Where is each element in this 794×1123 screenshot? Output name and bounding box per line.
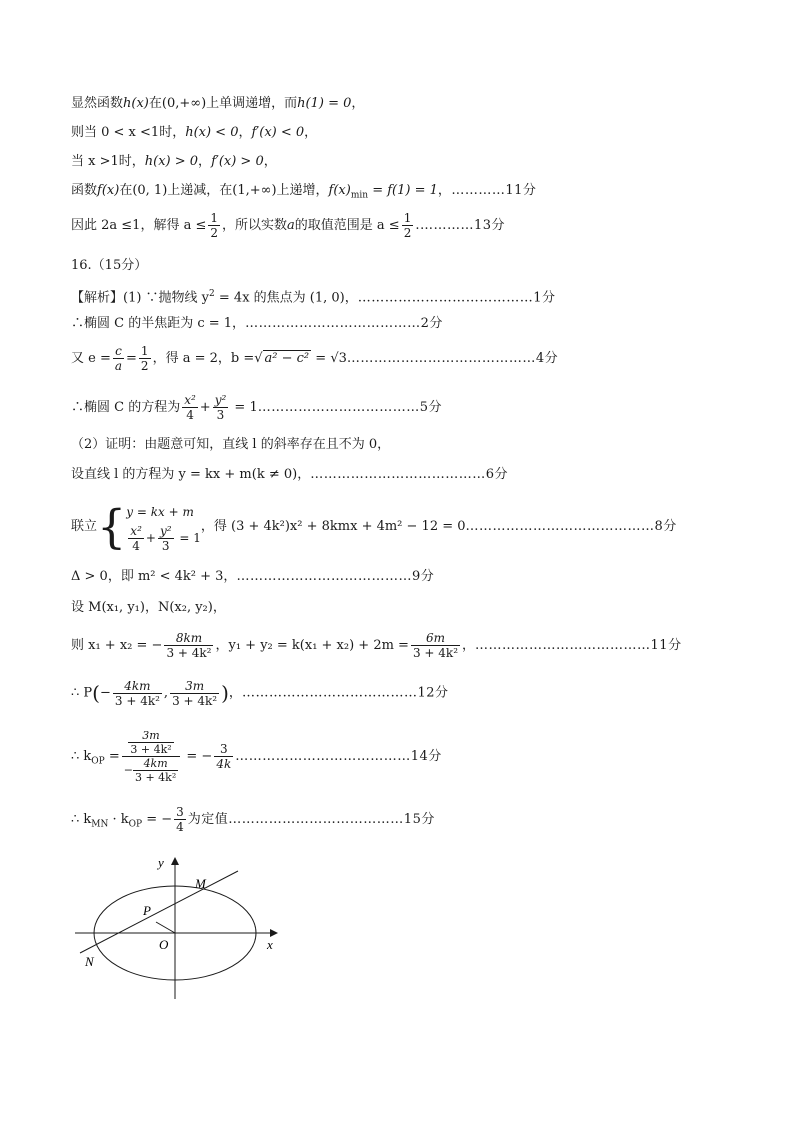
text-line-semi-focal-distance: ∴椭圆 C 的半焦距为 c = 1，…………………………………2分	[71, 316, 443, 331]
text-line-case-greater-than-one: 当 x >1时，h(x) > 0，f′(x) > 0，	[71, 154, 277, 169]
y-axis-label: y	[158, 855, 164, 870]
fraction: $\frac{c}{a}$	[114, 344, 123, 373]
point-n-label: N	[85, 954, 94, 969]
text-line-parabola-focus: 【解析】(1) ∵抛物线 $y^2 = 4x$ 的焦点为 (1, 0)，…………………………………1分	[71, 289, 556, 306]
point-p-label: P	[143, 903, 151, 918]
segment-op	[156, 922, 175, 933]
fraction: $\frac{\text{x²}}{4}$	[130, 524, 142, 553]
text-line-discriminant: Δ > 0，即 m² < 4k² + 3，…………………………………9分	[71, 569, 435, 584]
question-16-heading: 16.（15分）	[71, 258, 148, 273]
fraction: $\frac{1}{2}$	[140, 344, 149, 373]
text-line-slope-op: ∴ $k_{OP}$ = $\frac{3m}{\text{3 + 4k²}}$ − $\frac{4km}{\text{3 + 4k²}}$ = − $\frac{3}{4k}$ …………………………………14分	[71, 729, 442, 784]
origin-label: O	[159, 937, 169, 952]
fraction: $\frac{\text{y²}}{3}$	[159, 524, 172, 553]
text-line-ellipse-equation: ∴椭圆 C 的方程为 $\frac{\text{x²}}{4}$ + $\frac{\text{y²}}{3}$ = 1………………………………5分	[71, 393, 443, 422]
fraction: $\frac{3m}{\text{3 + 4k²}}$	[172, 678, 218, 708]
text-line-points: 设 M(x₁, y₁)，N(x₂, y₂)，	[71, 600, 226, 615]
fraction: $\frac{4km}{\text{3 + 4k²}}$	[114, 678, 160, 708]
ellipse-figure	[70, 853, 290, 1003]
text-line-vieta: 则 x₁ + x₂ = − $\frac{8km}{\text{3 + 4k²}}$ ，y₁ + y₂ = k(x₁ + x₂) + 2m = $\frac{6m}{\text{3 + 4k²}}$ ，…………………………………11分	[71, 631, 682, 660]
fraction: $\frac{3}{4k}$	[216, 742, 232, 771]
point-m-label: M	[195, 876, 206, 891]
text-line-min-value: 函数f(x)在(0, 1)上递减，在(1,+∞)上递增，$f(x)_{min} = f(1) = 1$，…………11分	[71, 183, 537, 201]
left-brace: {	[97, 499, 127, 554]
text-line-line-equation: 设直线 l 的方程为 y = kx + m(k ≠ 0)，…………………………………6分	[71, 467, 508, 482]
fraction: $\frac{1}{2}$	[210, 211, 218, 240]
fraction: $\frac{8km}{\text{3 + 4k²}}$	[166, 631, 212, 660]
text-line-range-of-a: 因此 2a ≤1，解得 a ≤ $\frac{1}{2}$ ，所以实数a的取值范围是 a ≤ $\frac{1}{2}$ .…………13分	[71, 211, 506, 240]
fraction: $\frac{6m}{\text{3 + 4k²}}$	[412, 631, 459, 660]
x-axis-label: x	[267, 937, 273, 952]
text-line-point-p: ∴ P(− $\frac{4km}{\text{3 + 4k²}}$ , $\frac{3m}{\text{3 + 4k²}}$ )，…………………………………12分	[71, 678, 449, 708]
fraction: $\frac{\text{y²}}{3}$	[214, 393, 227, 422]
text-line-monotonic: 显然函数h(x)在(0,+∞)上单调递增，而h(1) = 0，	[71, 96, 365, 111]
equation-system: y = kx + m $\frac{\text{x²}}{4}$ + $\frac{\text{y²}}{3}$ = 1	[126, 505, 201, 553]
y-axis-arrow-icon	[171, 857, 179, 865]
text-line-case-less-than-one: 则当 0 < x <1时，h(x) < 0，f′(x) < 0，	[71, 125, 318, 140]
text-line-eccentricity: 又 e = $\frac{c}{a}$ = $\frac{1}{2}$ ，得 a = 2，b =√ a² − c² = √3……………………………………4分	[71, 344, 559, 373]
text-line-system: 联立{ y = kx + m $\frac{\text{x²}}{4}$ + $\frac{\text{y²}}{3}$ = 1 ，得 (3 + 4k²)x² + 8kmx + 4m² − 12 = 0……………………………………8分	[71, 499, 677, 554]
text-line-proof-start: （2）证明：由题意可知，直线 l 的斜率存在且不为 0，	[71, 437, 391, 452]
fraction: $\frac{\text{x²}}{4}$	[184, 393, 196, 422]
x-axis-arrow-icon	[270, 929, 278, 937]
compound-fraction: $\frac{3m}{\text{3 + 4k²}}$ − $\frac{4km}{\text{3 + 4k²}}$	[122, 729, 181, 784]
fraction: $\frac{3}{4}$	[176, 805, 184, 834]
text-line-conclusion: ∴ $k_{MN} \cdot k_{OP}$ = − $\frac{3}{4}$ 为定值…………………………………15分	[71, 805, 435, 834]
fraction: $\frac{1}{2}$	[403, 211, 412, 240]
